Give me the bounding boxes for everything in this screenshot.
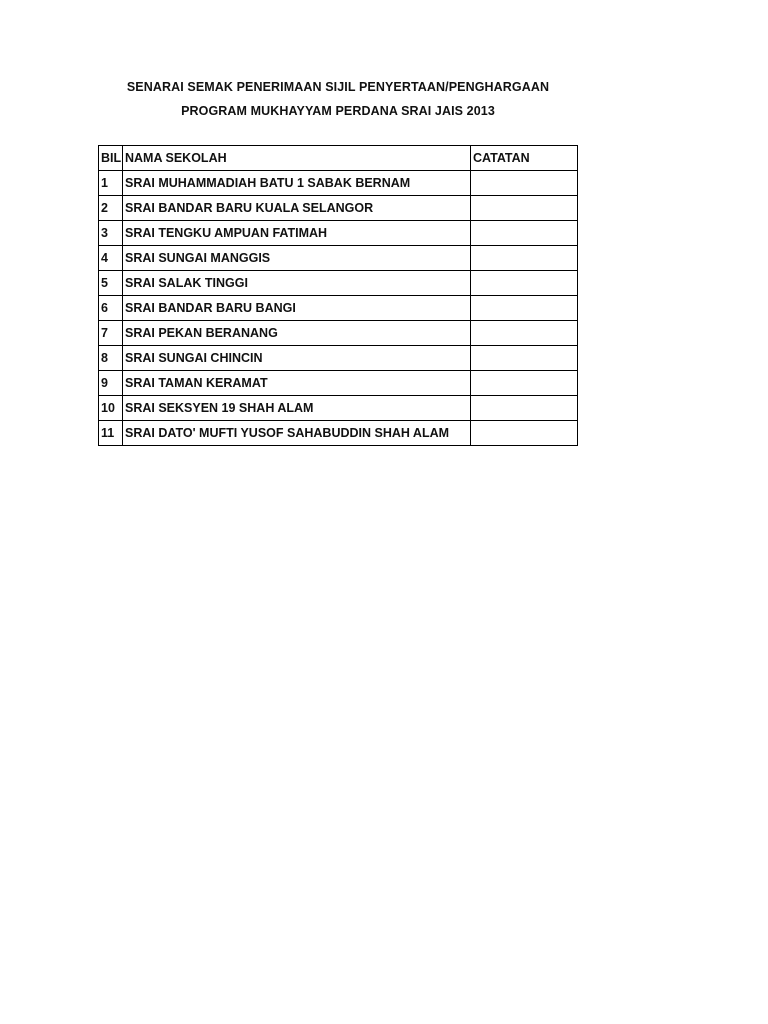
row-number: 10 xyxy=(99,396,123,421)
school-name: SRAI BANDAR BARU KUALA SELANGOR xyxy=(123,196,471,221)
school-name: SRAI SUNGAI MANGGIS xyxy=(123,246,471,271)
school-name: SRAI SALAK TINGGI xyxy=(123,271,471,296)
notes-cell xyxy=(471,396,578,421)
row-number: 2 xyxy=(99,196,123,221)
row-number: 6 xyxy=(99,296,123,321)
notes-cell xyxy=(471,296,578,321)
table-row xyxy=(99,271,578,296)
table-row xyxy=(99,221,578,246)
header-school-name: NAMA SEKOLAH xyxy=(123,146,471,171)
school-name: SRAI TENGKU AMPUAN FATIMAH xyxy=(123,221,471,246)
row-number: 11 xyxy=(99,421,123,446)
table-row xyxy=(99,421,578,446)
table-row xyxy=(99,321,578,346)
row-number: 9 xyxy=(99,371,123,396)
school-name: SRAI MUHAMMADIAH BATU 1 SABAK BERNAM xyxy=(123,171,471,196)
notes-cell xyxy=(471,171,578,196)
table-row xyxy=(99,346,578,371)
school-name: SRAI BANDAR BARU BANGI xyxy=(123,296,471,321)
row-number: 3 xyxy=(99,221,123,246)
table-row xyxy=(99,196,578,221)
notes-cell xyxy=(471,346,578,371)
school-name: SRAI PEKAN BERANANG xyxy=(123,321,471,346)
notes-cell xyxy=(471,271,578,296)
table-header-row xyxy=(99,146,578,171)
notes-cell xyxy=(471,421,578,446)
row-number: 5 xyxy=(99,271,123,296)
notes-cell xyxy=(471,221,578,246)
school-name: SRAI SUNGAI CHINCIN xyxy=(123,346,471,371)
table-row xyxy=(99,296,578,321)
checklist-table xyxy=(98,145,578,446)
table-row xyxy=(99,371,578,396)
header-notes: CATATAN xyxy=(471,146,578,171)
notes-cell xyxy=(471,371,578,396)
table-row xyxy=(99,396,578,421)
row-number: 7 xyxy=(99,321,123,346)
school-name: SRAI TAMAN KERAMAT xyxy=(123,371,471,396)
table-row xyxy=(99,246,578,271)
school-name: SRAI DATO' MUFTI YUSOF SAHABUDDIN SHAH ALAM xyxy=(123,421,471,446)
row-number: 4 xyxy=(99,246,123,271)
document-subtitle: PROGRAM MUKHAYYAM PERDANA SRAI JAIS 2013 xyxy=(181,104,495,118)
document-title: SENARAI SEMAK PENERIMAAN SIJIL PENYERTAAN/PENGHARGAAN xyxy=(126,80,550,94)
notes-cell xyxy=(471,321,578,346)
header-bil: BIL xyxy=(99,146,123,171)
notes-cell xyxy=(471,196,578,221)
row-number: 8 xyxy=(99,346,123,371)
school-name: SRAI SEKSYEN 19 SHAH ALAM xyxy=(123,396,471,421)
table-row xyxy=(99,171,578,196)
row-number: 1 xyxy=(99,171,123,196)
notes-cell xyxy=(471,246,578,271)
